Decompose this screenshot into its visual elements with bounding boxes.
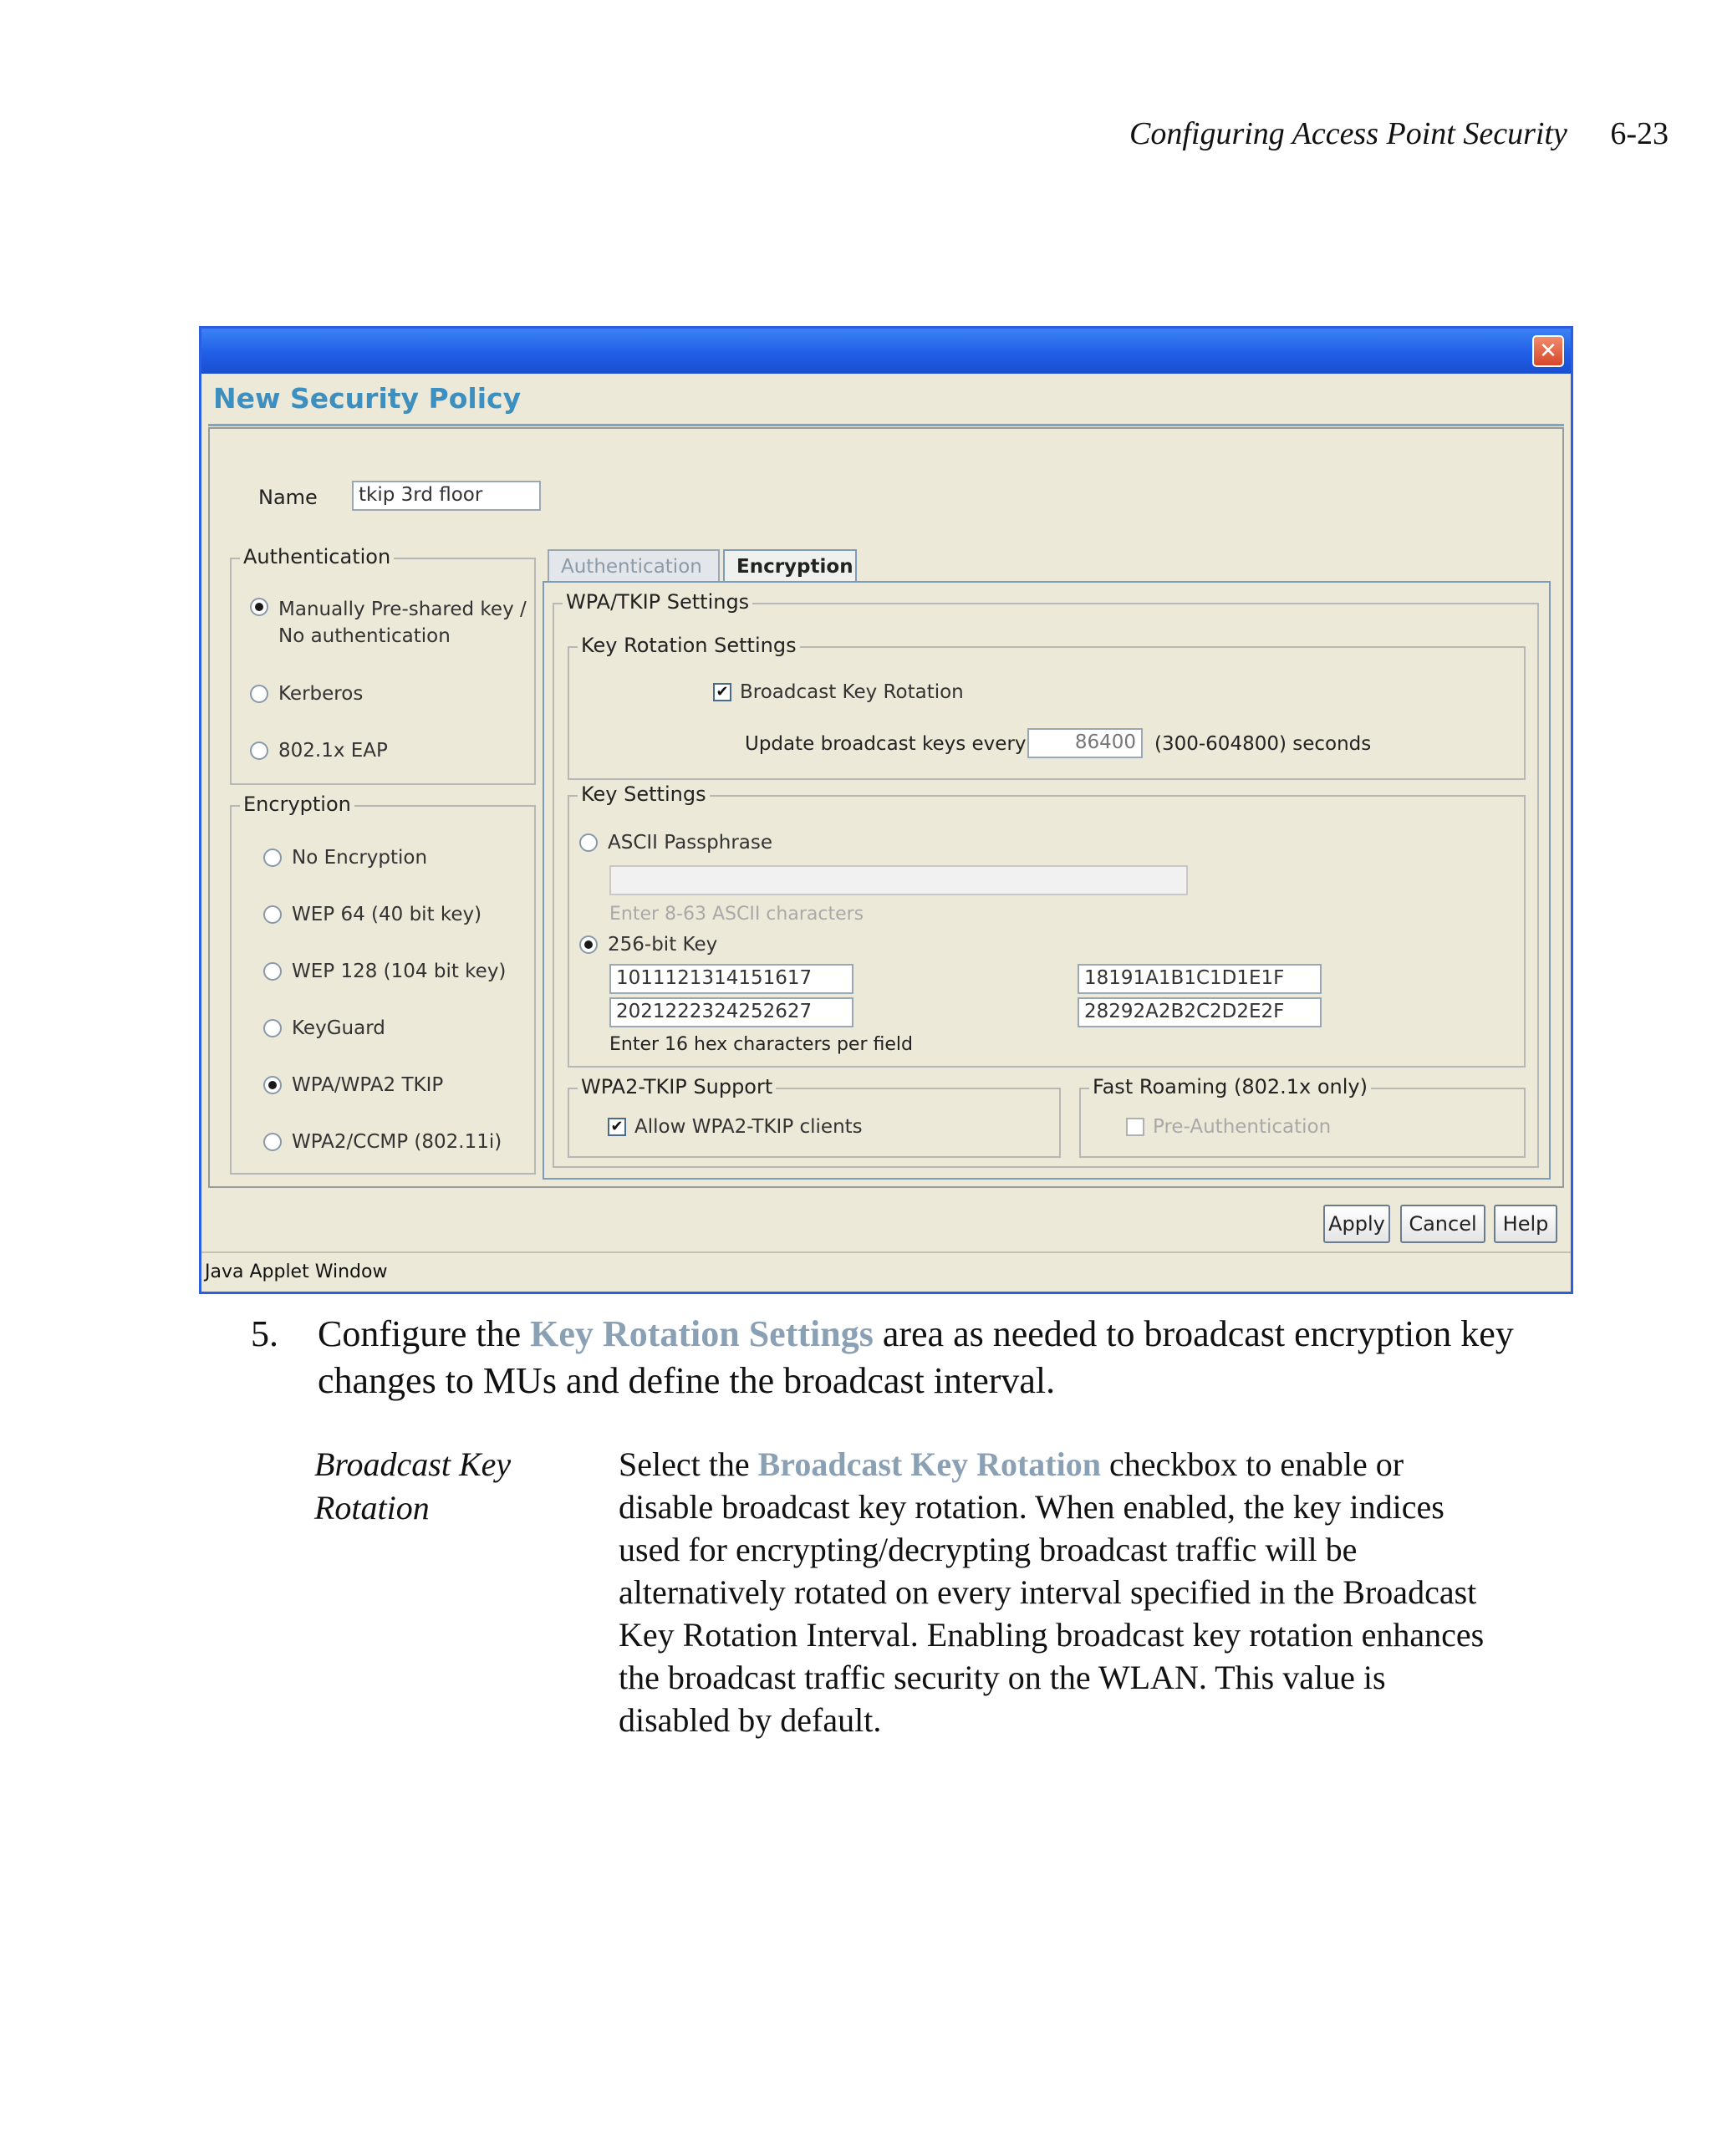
enc-option-wep64[interactable] xyxy=(263,904,482,925)
checkbox-checked-icon: ✔ xyxy=(608,1118,626,1136)
definition-term xyxy=(314,1443,565,1530)
title-bar xyxy=(201,329,1571,374)
definition-description xyxy=(619,1443,1488,1741)
auth-option-label: 802.1x EAP xyxy=(278,740,388,762)
key-settings-group xyxy=(568,782,1526,1068)
apply-button[interactable]: Apply xyxy=(1323,1205,1390,1243)
desc-before: Select the xyxy=(619,1445,758,1483)
enc-option-wpa2-ccmp[interactable] xyxy=(263,1131,502,1153)
policy-content-panel xyxy=(208,427,1564,1188)
ascii-passphrase-radio[interactable] xyxy=(579,832,772,854)
key-field-2[interactable]: 18191A1B1C1D1E1F xyxy=(1078,964,1322,994)
broadcast-key-rotation-checkbox[interactable] xyxy=(713,681,964,703)
auth-option-label: Kerberos xyxy=(278,683,364,705)
enc-option-keyguard[interactable] xyxy=(263,1017,385,1039)
encryption-group xyxy=(230,793,536,1175)
enc-option-label: WPA/WPA2 TKIP xyxy=(292,1074,444,1096)
key-256-bit-radio[interactable] xyxy=(579,934,717,956)
broadcast-interval-input[interactable]: 86400 xyxy=(1027,728,1143,758)
enc-option-label: WEP 128 (104 bit key) xyxy=(292,961,507,982)
ascii-passphrase-hint: Enter 8-63 ASCII characters xyxy=(609,904,864,925)
term-line: Broadcast Key xyxy=(314,1445,512,1483)
wpa2-tkip-support-legend: WPA2-TKIP Support xyxy=(578,1075,776,1098)
page-header-title: Configuring Access Point Security xyxy=(1129,116,1567,151)
enc-option-label: KeyGuard xyxy=(292,1017,385,1039)
new-security-policy-window xyxy=(199,326,1573,1294)
name-input[interactable]: tkip 3rd floor xyxy=(352,481,541,511)
applet-status-bar: Java Applet Window xyxy=(201,1251,1571,1292)
radio-selected-icon xyxy=(579,935,598,954)
authentication-group xyxy=(230,545,536,785)
radio-icon xyxy=(250,685,268,703)
key-settings-legend: Key Settings xyxy=(578,782,710,806)
radio-icon xyxy=(263,905,282,924)
broadcast-key-rotation-label: Broadcast Key Rotation xyxy=(740,681,964,703)
radio-icon xyxy=(263,1019,282,1037)
desc-highlight: Broadcast Key Rotation xyxy=(757,1445,1101,1483)
page-header xyxy=(1129,115,1669,152)
enc-option-none[interactable] xyxy=(263,847,427,869)
fast-roaming-group xyxy=(1079,1075,1526,1158)
auth-option-kerberos[interactable] xyxy=(250,683,363,705)
radio-icon xyxy=(263,1133,282,1151)
tab-authentication[interactable]: Authentication xyxy=(548,549,720,583)
cancel-button[interactable]: Cancel xyxy=(1400,1205,1485,1243)
fast-roaming-legend: Fast Roaming (802.1x only) xyxy=(1089,1075,1371,1098)
allow-wpa2-tkip-label: Allow WPA2-TKIP clients xyxy=(634,1116,863,1138)
key-field-1[interactable]: 1011121314151617 xyxy=(609,964,853,994)
step-text-after: area as needed to broadcast encryption key changes to MUs and define the broadcast interval. xyxy=(318,1313,1514,1401)
enc-option-wpa-tkip[interactable] xyxy=(263,1074,443,1096)
key-rotation-settings-group xyxy=(568,634,1526,780)
pre-authentication-checkbox[interactable] xyxy=(1126,1116,1331,1138)
radio-icon xyxy=(263,962,282,981)
wpa-tkip-settings-group xyxy=(553,590,1539,1168)
wpa2-tkip-support-group xyxy=(568,1075,1061,1158)
radio-icon xyxy=(579,833,598,852)
step-highlight: Key Rotation Settings xyxy=(530,1313,874,1354)
broadcast-interval-hint: (300-604800) seconds xyxy=(1154,733,1372,755)
auth-option-8021x-eap[interactable] xyxy=(250,740,388,762)
hex-hint: Enter 16 hex characters per field xyxy=(609,1034,913,1055)
enc-option-label: WPA2/CCMP (802.11i) xyxy=(292,1131,502,1153)
auth-option-preshared-key[interactable] xyxy=(250,596,527,650)
dialog-title: New Security Policy xyxy=(213,382,522,415)
auth-option-label: No authentication xyxy=(278,625,451,647)
checkbox-icon xyxy=(1126,1118,1144,1136)
radio-selected-icon xyxy=(250,598,268,616)
encryption-legend: Encryption xyxy=(240,793,354,816)
ascii-passphrase-label: ASCII Passphrase xyxy=(608,832,773,854)
key-field-4[interactable]: 28292A2B2C2D2E2F xyxy=(1078,997,1322,1027)
enc-option-label: WEP 64 (40 bit key) xyxy=(292,904,482,925)
title-divider xyxy=(208,424,1564,426)
step-text-before: Configure the xyxy=(318,1313,531,1354)
step-number: 5. xyxy=(251,1313,278,1354)
authentication-legend: Authentication xyxy=(240,545,394,568)
key-field-3[interactable]: 2021222324252627 xyxy=(609,997,853,1027)
wpa-tkip-legend: WPA/TKIP Settings xyxy=(563,590,752,614)
page-number: 6-23 xyxy=(1610,116,1669,151)
desc-after: checkbox to enable or disable broadcast key rotation. When enabled, the key indices used for encrypting/decrypting broadcast traffic will be alternatively rotated on every interval specified in the Broadcast Key Rotation Interval. Enabling broadcast key rotation enhances the broadcast traffic security on the WLAN. This value is disabled by default. xyxy=(619,1445,1485,1739)
tab-encryption[interactable]: Encryption xyxy=(723,549,857,583)
radio-icon xyxy=(263,849,282,867)
step-text xyxy=(318,1311,1588,1404)
help-button[interactable]: Help xyxy=(1494,1205,1557,1243)
allow-wpa2-tkip-checkbox[interactable] xyxy=(608,1116,863,1138)
radio-selected-icon xyxy=(263,1076,282,1094)
enc-option-wep128[interactable] xyxy=(263,961,506,982)
radio-icon xyxy=(250,742,268,760)
name-label: Name xyxy=(258,486,318,509)
auth-option-label: Manually Pre-shared key / xyxy=(278,599,527,620)
key-rotation-legend: Key Rotation Settings xyxy=(578,634,800,657)
term-line: Rotation xyxy=(314,1489,430,1527)
pre-authentication-label: Pre-Authentication xyxy=(1153,1116,1332,1138)
ascii-passphrase-input[interactable] xyxy=(609,865,1188,895)
update-broadcast-keys-label: Update broadcast keys every xyxy=(745,733,1027,755)
checkbox-checked-icon: ✔ xyxy=(713,683,731,701)
encryption-tab-panel xyxy=(543,581,1551,1180)
key-256-bit-label: 256-bit Key xyxy=(608,934,718,956)
close-icon[interactable]: ✕ xyxy=(1532,335,1564,367)
enc-option-label: No Encryption xyxy=(292,847,428,869)
